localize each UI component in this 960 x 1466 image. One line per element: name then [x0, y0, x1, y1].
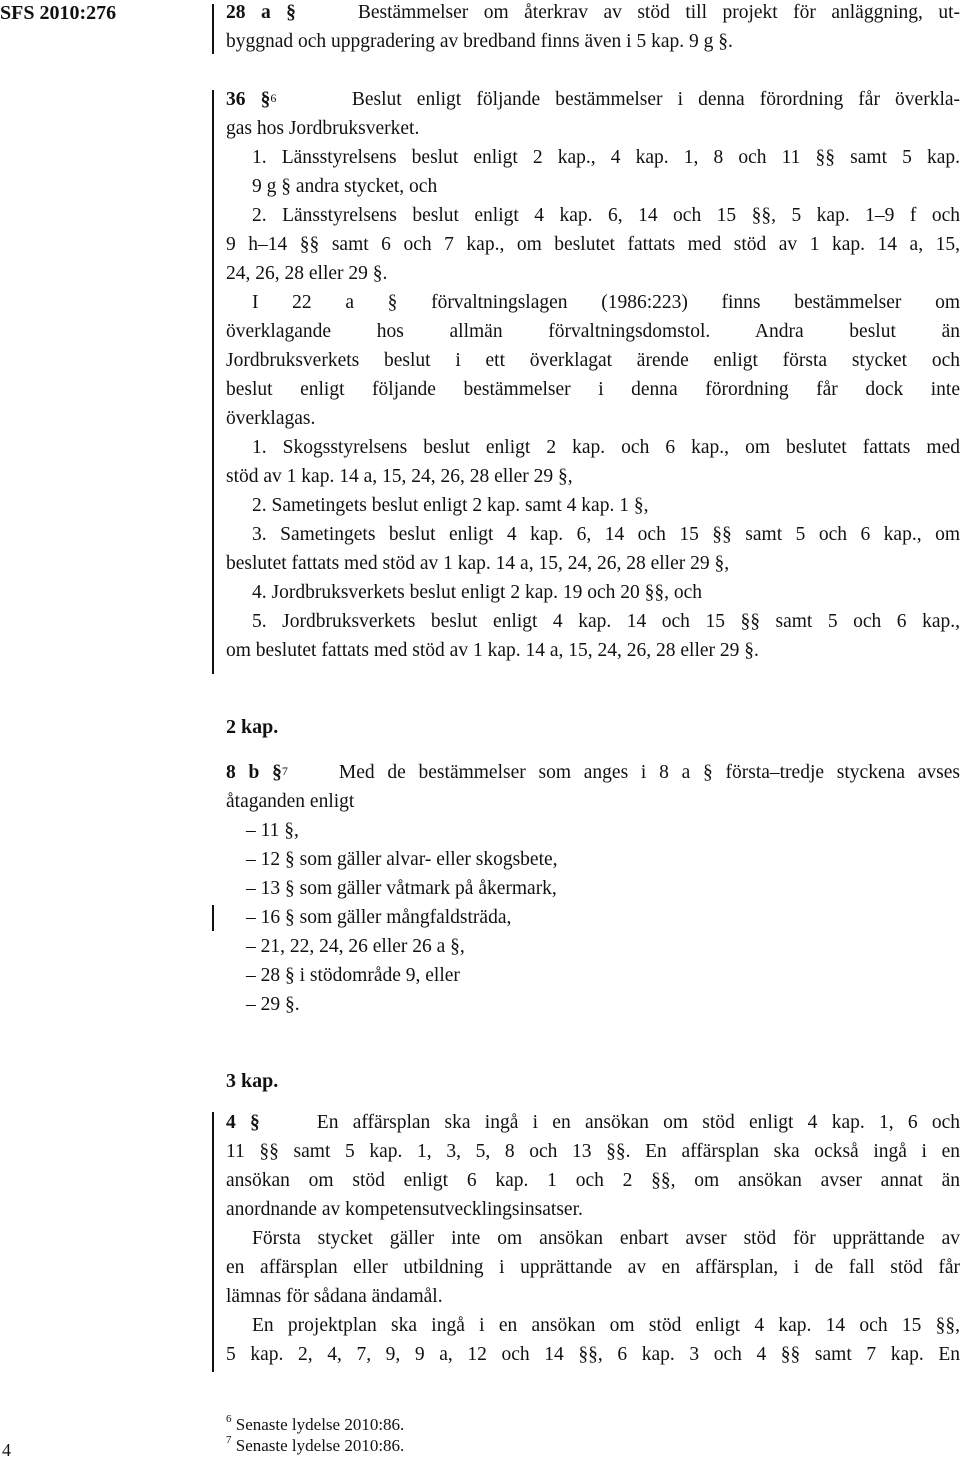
text: Med de bestämmelser som anges i 8 a § första–tredje styckena avses — [338, 762, 960, 783]
dash-list-item: – 21, 22, 24, 26 eller 26 a §, — [246, 936, 465, 957]
list-item-1-cont: 9 g § andra stycket, och — [252, 176, 438, 197]
paragraph-4-line: anordnande av kompetensutvecklingsinsatser. — [226, 1199, 583, 1220]
text: En affärsplan ska ingå i en ansökan om stöd enligt 4 kap. 1, 6 och — [316, 1112, 960, 1133]
list-item-1: 1. Skogsstyrelsens beslut enligt 2 kap. och 6 kap., om beslutet fattats med — [252, 437, 960, 458]
paragraph-4-line: 11 §§ samt 5 kap. 1, 3, 5, 8 och 13 §§. En affärsplan ska också ingå i en — [226, 1141, 960, 1162]
paragraph-8b-line — [226, 760, 960, 788]
paragraph-line: överklagas. — [226, 408, 316, 429]
list-item-2: 2. Sametingets beslut enligt 2 kap. samt 4 kap. 1 §, — [252, 495, 649, 516]
chapter-heading: 3 kap. — [226, 1070, 279, 1092]
dash-list-item: – 12 § som gäller alvar- eller skogsbete, — [246, 849, 558, 870]
chapter-heading: 2 kap. — [226, 716, 279, 738]
footnote-mark: 7 — [226, 1434, 232, 1446]
footnote-6 — [226, 1415, 404, 1435]
footnote-text: Senaste lydelse 2010:86. — [235, 1436, 405, 1455]
footnote-ref: 6 — [270, 91, 277, 105]
change-bar — [212, 1112, 214, 1372]
paragraph-4-line: ansökan om stöd enligt 6 kap. 1 och 2 §§, om ansökan avser annat än — [226, 1170, 960, 1191]
paragraph-8b-line: åtaganden enligt — [226, 791, 355, 812]
footnote-mark: 6 — [226, 1413, 232, 1425]
paragraph-line: beslut enligt följande bestämmelser i denna förordning får dock inte — [226, 379, 960, 400]
list-item-3-cont: beslutet fattats med stöd av 1 kap. 14 a, 15, 24, 26, 28 eller 29 §, — [226, 553, 730, 574]
paragraph-36-line — [226, 87, 960, 115]
sfs-number: SFS 2010:276 — [0, 2, 117, 24]
list-item-3: 3. Sametingets beslut enligt 4 kap. 6, 14 och 15 §§ samt 5 och 6 kap., om — [252, 524, 960, 545]
change-bar — [212, 90, 214, 674]
paragraph-line: I 22 a § förvaltningslagen (1986:223) finns bestämmelser om — [252, 292, 960, 313]
list-item-2: 2. Länsstyrelsens beslut enligt 4 kap. 6, 14 och 15 §§, 5 kap. 1–9 f och — [252, 205, 960, 226]
section-number: 8 b § — [226, 762, 282, 783]
footnote-ref: 7 — [281, 764, 288, 778]
list-item-1-cont: stöd av 1 kap. 14 a, 15, 24, 26, 28 eller 29 §, — [226, 466, 573, 487]
paragraph-line: lämnas för sådana ändamål. — [226, 1286, 443, 1307]
paragraph-28a-line — [226, 0, 960, 28]
document-body — [226, 0, 960, 1466]
section-number: 4 § — [226, 1112, 260, 1133]
footnote-7 — [226, 1436, 404, 1456]
paragraph-line: en affärsplan eller utbildning i upprättande av en affärsplan, i de fall stöd får — [226, 1257, 960, 1278]
text: Beslut enligt följande bestämmelser i denna förordning får överkla- — [351, 89, 960, 110]
list-item-5: 5. Jordbruksverkets beslut enligt 4 kap. 14 och 15 §§ samt 5 och 6 kap., — [252, 611, 960, 632]
dash-list-item: – 29 §. — [246, 994, 300, 1015]
footnote-text: Senaste lydelse 2010:86. — [235, 1415, 405, 1434]
list-item-2-cont: 24, 26, 28 eller 29 §. — [226, 263, 388, 284]
paragraph-36-line: gas hos Jordbruksverket. — [226, 118, 420, 139]
dash-list-item: – 16 § som gäller mångfaldsträda, — [246, 907, 512, 928]
paragraph-4-line — [226, 1110, 960, 1138]
section-number: 36 § — [226, 89, 271, 110]
paragraph-line: Jordbruksverkets beslut i ett överklagat ärende enligt första stycket och — [226, 350, 960, 371]
list-item-5-cont: om beslutet fattats med stöd av 1 kap. 14 a, 15, 24, 26, 28 eller 29 §. — [226, 640, 759, 661]
dash-list-item: – 13 § som gäller våtmark på åkermark, — [246, 878, 557, 899]
page-number: 4 — [2, 1440, 11, 1460]
list-item-4: 4. Jordbruksverkets beslut enligt 2 kap. 19 och 20 §§, och — [252, 582, 703, 603]
list-item-1: 1. Länsstyrelsens beslut enligt 2 kap., 4 kap. 1, 8 och 11 §§ samt 5 kap. — [252, 147, 960, 168]
section-number: 28 a § — [226, 2, 296, 23]
paragraph-line: Första stycket gäller inte om ansökan enbart avser stöd för upprättande av — [252, 1228, 960, 1249]
change-bar — [212, 905, 214, 931]
text: Bestämmelser om återkrav av stöd till projekt för anläggning, ut- — [357, 2, 960, 23]
paragraph-line: överklagande hos allmän förvaltningsdomstol. Andra beslut än — [226, 321, 960, 342]
dash-list-item: – 28 § i stödområde 9, eller — [246, 965, 460, 986]
paragraph-line: 5 kap. 2, 4, 7, 9, 9 a, 12 och 14 §§, 6 kap. 3 och 4 §§ samt 7 kap. En — [226, 1344, 960, 1365]
paragraph-28a-line: byggnad och uppgradering av bredband finns även i 5 kap. 9 g §. — [226, 31, 733, 52]
paragraph-line: En projektplan ska ingå i en ansökan om stöd enligt 4 kap. 14 och 15 §§, — [252, 1315, 960, 1336]
change-bar — [212, 4, 214, 54]
dash-list-item: – 11 §, — [246, 820, 299, 841]
list-item-2-cont: 9 h–14 §§ samt 6 och 7 kap., om beslutet fattats med stöd av 1 kap. 14 a, 15, — [226, 234, 960, 255]
